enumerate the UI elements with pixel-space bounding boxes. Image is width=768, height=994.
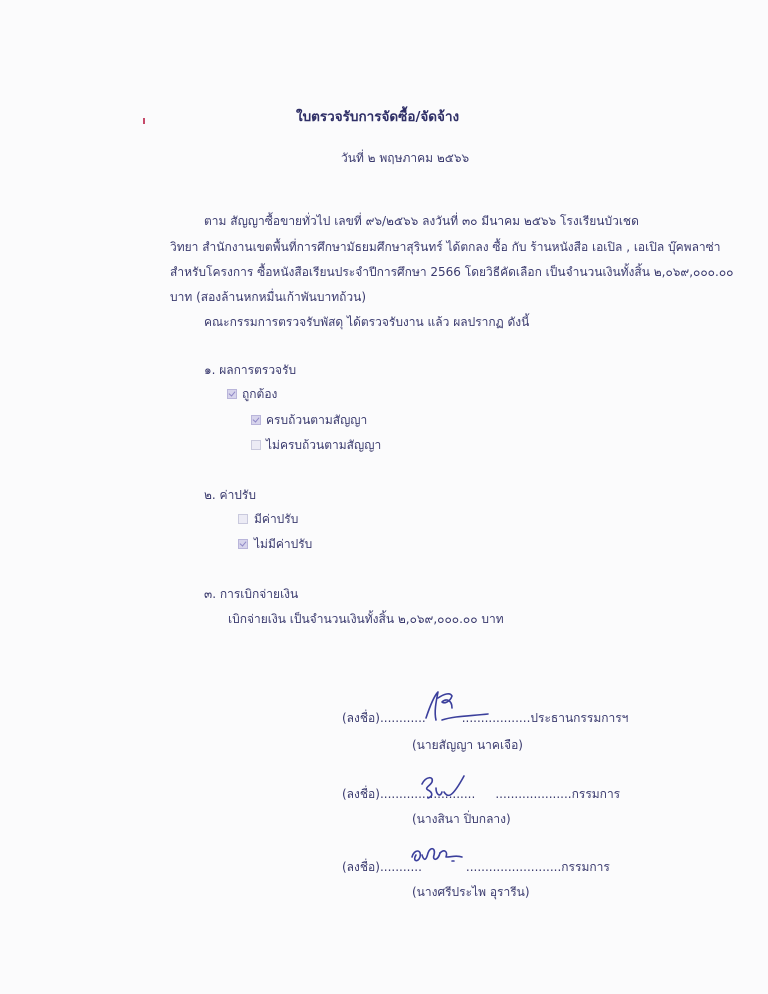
intro-line-3: สำหรับโครงการ ซื้อหนังสือเรียนประจำปีการศึกษา 2566 โดยวิธีคัดเลือก เป็นจำนวนเงินทั้งสิ้น ๒,๐๖๙,๐๐๐.๐๐ (170, 265, 734, 279)
checkbox-correct (227, 389, 237, 399)
intro-line-1: ตาม สัญญาซื้อขายทั่วไป เลขที่ ๙๖/๒๕๖๖ ลงวันที่ ๓๐ มีนาคม ๒๕๖๖ โรงเรียนบัวเชด (204, 214, 639, 228)
intro-line-5: คณะกรรมการตรวจรับพัสดุ ได้ตรวจรับงาน แล้ว ผลปรากฏ ดังนี้ (204, 315, 530, 329)
signature-role: กรรมการ (571, 787, 621, 801)
signature-2-handwriting (418, 772, 468, 804)
checkbox-has-fine (238, 514, 248, 524)
section-3-heading: ๓. การเบิกจ่ายเงิน (204, 587, 299, 601)
intro-line-4: บาท (สองล้านหกหมื่นเก้าพันบาทถ้วน) (170, 290, 367, 304)
label-correct: ถูกต้อง (242, 387, 278, 401)
checkbox-complete (251, 415, 261, 425)
signature-dots: .................... (495, 787, 572, 801)
signature-dots: ......................... (465, 860, 562, 874)
signature-role: กรรมการ (561, 860, 610, 874)
signature-line-3 (342, 859, 610, 875)
signature-name-1: (นายสัญญา นาคเจือ) (412, 738, 523, 752)
section-2-heading: ๒. ค่าปรับ (204, 488, 256, 502)
signature-3-handwriting (408, 843, 464, 869)
signature-prefix: (ลงชื่อ) (342, 860, 380, 874)
checkbox-incomplete (251, 440, 261, 450)
label-incomplete: ไม่ครบถ้วนตามสัญญา (266, 438, 382, 452)
section-1-heading: ๑. ผลการตรวจรับ (204, 363, 297, 377)
label-has-fine: มีค่าปรับ (254, 512, 299, 526)
section-3-detail: เบิกจ่ายเงิน เป็นจำนวนเงินทั้งสิ้น ๒,๐๖๙,๐๐๐.๐๐ บาท (228, 612, 504, 626)
label-no-fine: ไม่มีค่าปรับ (254, 537, 313, 551)
label-complete: ครบถ้วนตามสัญญา (266, 413, 368, 427)
document-date: วันที่ ๒ พฤษภาคม ๒๕๖๖ (341, 151, 470, 165)
signature-dots: ........... (379, 860, 422, 874)
signature-role: ประธานกรรมการฯ (530, 711, 629, 725)
signature-name-2: (นางสินา ปิ่บกลาง) (412, 812, 511, 826)
red-ink-mark (143, 118, 145, 124)
signature-prefix: (ลงชื่อ) (342, 787, 380, 801)
signature-1-handwriting (422, 688, 492, 728)
signature-prefix: (ลงชื่อ) (342, 711, 380, 725)
document-title: ใบตรวจรับการจัดซื้อ/จัดจ้าง (296, 109, 460, 125)
intro-line-2: วิทยา สำนักงานเขตพื้นที่การศึกษามัธยมศึกษาสุรินทร์ ได้ตกลง ซื้อ กับ ร้านหนังสือ เอเปิล , เอเปิล บุ๊คพลาซ่า (170, 240, 721, 254)
signature-dots: ......................... (379, 787, 476, 801)
signature-line-2 (342, 786, 620, 802)
signature-dots: .................. (461, 711, 531, 725)
signature-name-3: (นางศรีประไพ อุรารีน) (412, 885, 530, 899)
signature-dots: ............ (379, 711, 426, 725)
checkbox-no-fine (238, 539, 248, 549)
